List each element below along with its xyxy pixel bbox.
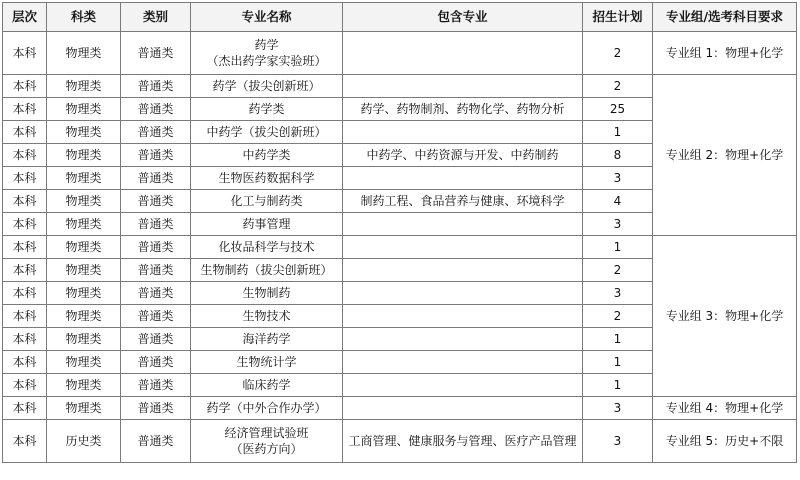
- enrollment-plan-cell: 3: [583, 420, 653, 463]
- table-body: [3, 32, 797, 463]
- level-cell: 本科: [3, 75, 47, 98]
- included-majors-cell: [343, 374, 583, 397]
- enrollment-plan-cell: 1: [583, 328, 653, 351]
- major-name-cell: [191, 167, 343, 190]
- major-name-cell: [191, 75, 343, 98]
- group-requirement-cell: 专业组 1：物理+化学: [653, 32, 797, 75]
- enrollment-plan-cell: 1: [583, 121, 653, 144]
- type-cell: 普通类: [121, 236, 191, 259]
- header-major-name: 专业名称: [191, 3, 343, 32]
- level-cell: 本科: [3, 328, 47, 351]
- included-majors-cell: 药学、药物制剂、药物化学、药物分析: [343, 98, 583, 121]
- level-cell: 本科: [3, 98, 47, 121]
- enrollment-plan-cell: 2: [583, 32, 653, 75]
- level-cell: 本科: [3, 305, 47, 328]
- level-cell: 本科: [3, 167, 47, 190]
- major-name-line: 中药学类: [242, 148, 291, 162]
- enrollment-plan-cell: 4: [583, 190, 653, 213]
- major-name-line: （杰出药学家实验班）: [206, 54, 327, 68]
- level-cell: 本科: [3, 121, 47, 144]
- level-cell: 本科: [3, 351, 47, 374]
- field-cell: 历史类: [47, 420, 121, 463]
- field-cell: 物理类: [47, 305, 121, 328]
- type-cell: 普通类: [121, 259, 191, 282]
- major-name-line: 经济管理试验班: [224, 426, 309, 440]
- major-name-line: 生物技术: [242, 309, 291, 323]
- type-cell: 普通类: [121, 75, 191, 98]
- included-majors-cell: [343, 75, 583, 98]
- included-majors-cell: [343, 305, 583, 328]
- level-cell: 本科: [3, 397, 47, 420]
- field-cell: 物理类: [47, 236, 121, 259]
- major-name-cell: [191, 190, 343, 213]
- field-cell: 物理类: [47, 121, 121, 144]
- table-row: [3, 75, 797, 98]
- enrollment-plan-cell: 2: [583, 305, 653, 328]
- type-cell: 普通类: [121, 213, 191, 236]
- major-name-cell: [191, 374, 343, 397]
- level-cell: 本科: [3, 236, 47, 259]
- header-included-majors: 包含专业: [343, 3, 583, 32]
- major-name-line: 药学（中外合作办学）: [206, 401, 327, 415]
- header-level: 层次: [3, 3, 47, 32]
- major-name-line: 药学: [254, 38, 279, 52]
- field-cell: 物理类: [47, 282, 121, 305]
- major-name-cell: [191, 121, 343, 144]
- table-row: [3, 32, 797, 75]
- major-name-line: 生物统计学: [236, 355, 297, 369]
- field-cell: 物理类: [47, 144, 121, 167]
- included-majors-cell: [343, 121, 583, 144]
- major-name-line: 生物制药（拔尖创新班）: [200, 263, 333, 277]
- major-name-line: 中药学（拔尖创新班）: [206, 125, 327, 139]
- type-cell: 普通类: [121, 397, 191, 420]
- enrollment-plan-cell: 1: [583, 236, 653, 259]
- type-cell: 普通类: [121, 328, 191, 351]
- field-cell: 物理类: [47, 351, 121, 374]
- major-name-line: 生物制药: [242, 286, 291, 300]
- major-name-cell: [191, 282, 343, 305]
- major-name-line: 生物医药数据科学: [218, 171, 315, 185]
- enrollment-plan-cell: 3: [583, 397, 653, 420]
- level-cell: 本科: [3, 32, 47, 75]
- enrollment-plan-cell: 3: [583, 282, 653, 305]
- enrollment-plan-cell: 25: [583, 98, 653, 121]
- field-cell: 物理类: [47, 75, 121, 98]
- level-cell: 本科: [3, 259, 47, 282]
- included-majors-cell: [343, 236, 583, 259]
- type-cell: 普通类: [121, 305, 191, 328]
- table-row: [3, 420, 797, 463]
- enrollment-plan-cell: 2: [583, 259, 653, 282]
- type-cell: 普通类: [121, 121, 191, 144]
- enrollment-plan-cell: 1: [583, 351, 653, 374]
- included-majors-cell: [343, 259, 583, 282]
- major-name-line: 药学类: [248, 102, 285, 116]
- header-group-requirement: 专业组/选考科目要求: [653, 3, 797, 32]
- type-cell: 普通类: [121, 98, 191, 121]
- major-name-line: 化工与制药类: [230, 194, 303, 208]
- field-cell: 物理类: [47, 397, 121, 420]
- type-cell: 普通类: [121, 32, 191, 75]
- level-cell: 本科: [3, 282, 47, 305]
- major-name-cell: [191, 259, 343, 282]
- level-cell: 本科: [3, 213, 47, 236]
- field-cell: 物理类: [47, 328, 121, 351]
- major-name-cell: [191, 351, 343, 374]
- major-name-cell: [191, 144, 343, 167]
- included-majors-cell: [343, 397, 583, 420]
- field-cell: 物理类: [47, 32, 121, 75]
- type-cell: 普通类: [121, 190, 191, 213]
- enrollment-plan-cell: 8: [583, 144, 653, 167]
- group-requirement-cell: 专业组 3：物理+化学: [653, 236, 797, 397]
- level-cell: 本科: [3, 374, 47, 397]
- group-requirement-cell: 专业组 2：物理+化学: [653, 75, 797, 236]
- included-majors-cell: [343, 167, 583, 190]
- included-majors-cell: [343, 282, 583, 305]
- header-field: 科类: [47, 3, 121, 32]
- admissions-table: [2, 2, 797, 463]
- header-row: [3, 3, 797, 32]
- major-name-cell: [191, 213, 343, 236]
- field-cell: 物理类: [47, 167, 121, 190]
- major-name-cell: [191, 397, 343, 420]
- type-cell: 普通类: [121, 144, 191, 167]
- header-type: 类别: [121, 3, 191, 32]
- included-majors-cell: [343, 351, 583, 374]
- enrollment-plan-cell: 3: [583, 213, 653, 236]
- type-cell: 普通类: [121, 374, 191, 397]
- major-name-line: 海洋药学: [242, 332, 291, 346]
- major-name-line: 化妆品科学与技术: [218, 240, 315, 254]
- major-name-cell: [191, 236, 343, 259]
- included-majors-cell: 制药工程、食品营养与健康、环境科学: [343, 190, 583, 213]
- included-majors-cell: [343, 213, 583, 236]
- major-name-cell: [191, 305, 343, 328]
- type-cell: 普通类: [121, 420, 191, 463]
- enrollment-plan-cell: 3: [583, 167, 653, 190]
- major-name-cell: [191, 328, 343, 351]
- table-row: [3, 397, 797, 420]
- major-name-cell: [191, 420, 343, 463]
- level-cell: 本科: [3, 420, 47, 463]
- group-requirement-cell: 专业组 5：历史+不限: [653, 420, 797, 463]
- field-cell: 物理类: [47, 259, 121, 282]
- included-majors-cell: 工商管理、健康服务与管理、医疗产品管理: [343, 420, 583, 463]
- major-name-line: 药事管理: [242, 217, 291, 231]
- included-majors-cell: [343, 32, 583, 75]
- field-cell: 物理类: [47, 374, 121, 397]
- level-cell: 本科: [3, 144, 47, 167]
- type-cell: 普通类: [121, 167, 191, 190]
- enrollment-plan-cell: 1: [583, 374, 653, 397]
- header-enrollment-plan: 招生计划: [583, 3, 653, 32]
- type-cell: 普通类: [121, 282, 191, 305]
- field-cell: 物理类: [47, 190, 121, 213]
- major-name-cell: [191, 98, 343, 121]
- enrollment-plan-cell: 2: [583, 75, 653, 98]
- group-requirement-cell: 专业组 4：物理+化学: [653, 397, 797, 420]
- major-name-cell: [191, 32, 343, 75]
- major-name-line: （医药方向）: [230, 442, 303, 456]
- included-majors-cell: 中药学、中药资源与开发、中药制药: [343, 144, 583, 167]
- table-row: [3, 236, 797, 259]
- type-cell: 普通类: [121, 351, 191, 374]
- major-name-line: 药学（拔尖创新班）: [212, 79, 321, 93]
- field-cell: 物理类: [47, 213, 121, 236]
- included-majors-cell: [343, 328, 583, 351]
- major-name-line: 临床药学: [242, 378, 291, 392]
- level-cell: 本科: [3, 190, 47, 213]
- field-cell: 物理类: [47, 98, 121, 121]
